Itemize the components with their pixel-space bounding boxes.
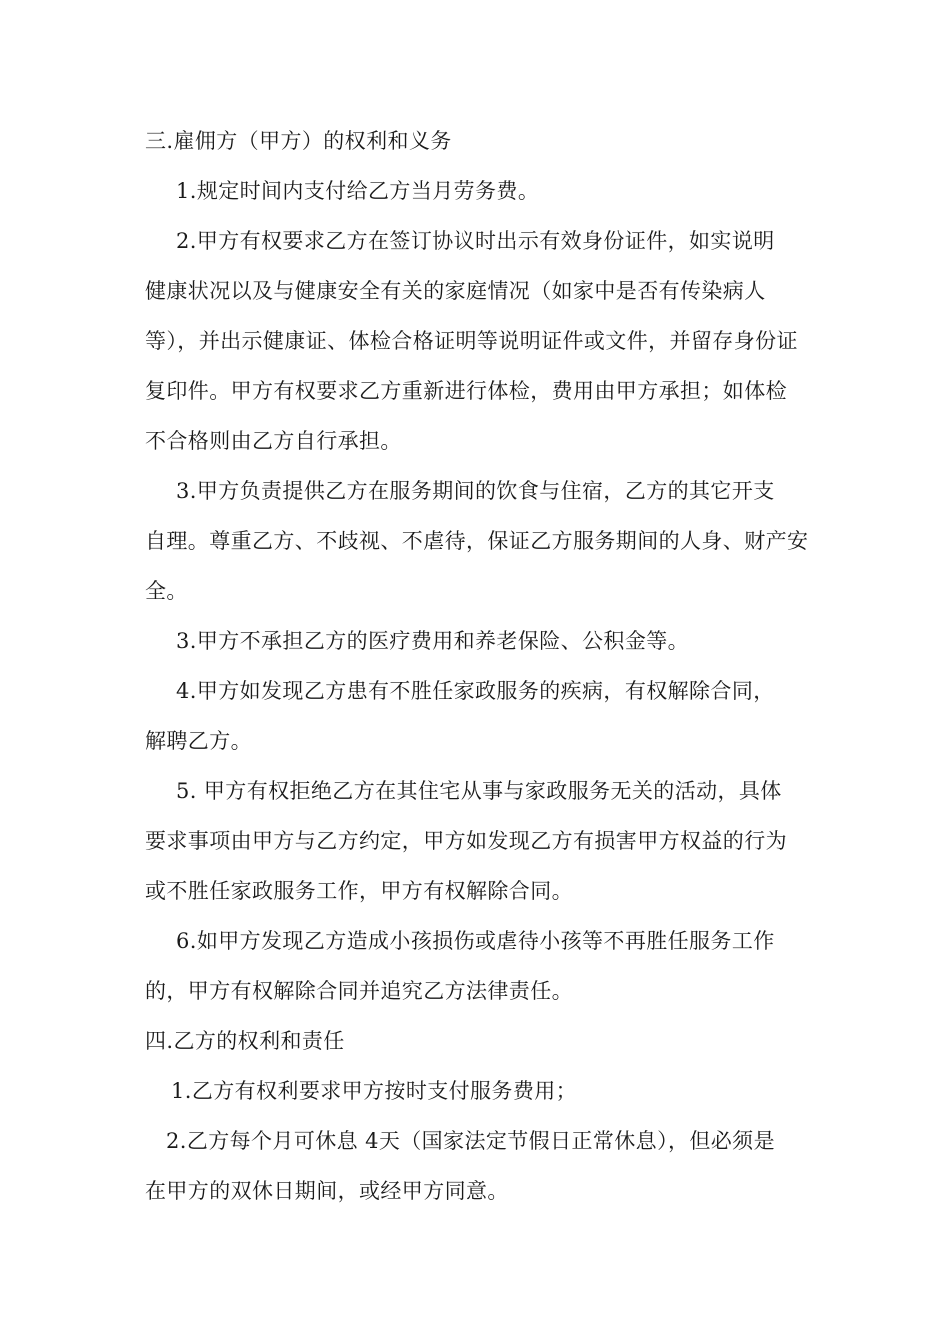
document-body	[145, 116, 810, 1216]
clause-6-line-2: 的，甲方有权解除合同并追究乙方法律责任。	[145, 979, 573, 1003]
employee-clause-1-line: 1.乙方有权利要求甲方按时支付服务费用；	[171, 1079, 578, 1103]
clause-4-line-2: 解聘乙方。	[145, 729, 252, 753]
clause-3b-line: 3.甲方不承担乙方的医疗费用和养老保险、公积金等。	[176, 629, 690, 653]
clause-6-line-1: 6.如甲方发现乙方造成小孩损伤或虐待小孩等不再胜任服务工作	[176, 929, 775, 953]
clause-2-line-2: 健康状况以及与健康安全有关的家庭情况（如家中是否有传染病人	[145, 279, 766, 303]
section-heading-employee-rights: 四.乙方的权利和责任	[145, 1029, 345, 1053]
clause-5-line-2: 要求事项由甲方与乙方约定，甲方如发现乙方有损害甲方权益的行为	[145, 829, 787, 853]
clause-3-line-2: 自理。尊重乙方、不歧视、不虐待，保证乙方服务期间的人身、财产安	[145, 529, 809, 553]
employee-clause-2-line-1: 2.乙方每个月可休息 4天（国家法定节假日正常休息），但必须是	[166, 1129, 775, 1153]
clause-2-line-5: 不合格则由乙方自行承担。	[145, 429, 402, 453]
section-heading-employer-rights: 三.雇佣方（甲方）的权利和义务	[145, 129, 452, 153]
clause-2-line-1: 2.甲方有权要求乙方在签订协议时出示有效身份证件，如实说明	[176, 229, 775, 253]
clause-2-line-3: 等），并出示健康证、体检合格证明等说明证件或文件，并留存身份证	[145, 329, 798, 353]
clause-3-line-1: 3.甲方负责提供乙方在服务期间的饮食与住宿，乙方的其它开支	[176, 479, 775, 503]
clause-5-line-1: 5. 甲方有权拒绝乙方在其住宅从事与家政服务无关的活动，具体	[176, 779, 782, 803]
clause-5-line-3: 或不胜任家政服务工作，甲方有权解除合同。	[145, 879, 573, 903]
clause-1-line: 1.规定时间内支付给乙方当月劳务费。	[176, 179, 540, 203]
clause-3-line-3: 全。	[145, 579, 188, 603]
clause-2-line-4: 复印件。甲方有权要求乙方重新进行体检，费用由甲方承担；如体检	[145, 379, 787, 403]
clause-4-line-1: 4.甲方如发现乙方患有不胜任家政服务的疾病，有权解除合同，	[176, 679, 775, 703]
employee-clause-2-line-2: 在甲方的双休日期间，或经甲方同意。	[145, 1179, 509, 1203]
